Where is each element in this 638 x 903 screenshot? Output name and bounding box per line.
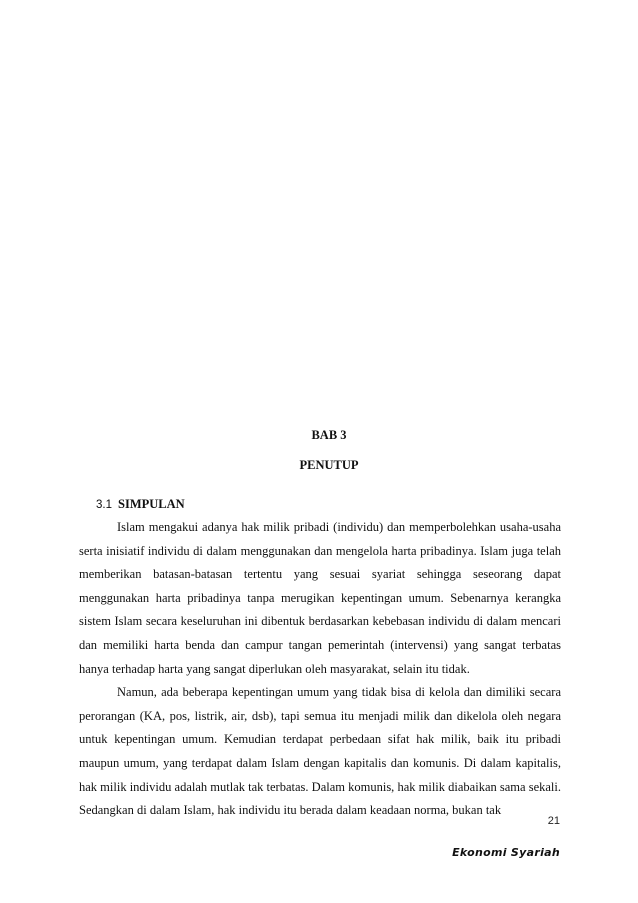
- paragraph: Namun, ada beberapa kepentingan umum yang tidak bisa di kelola dan dimiliki secara perorangan (KA, pos, listrik, air, dsb), tapi semua itu menjadi milik dan dikelola oleh negara untuk kepentingan umum. Kemudian terdapat perbedaan sifat hak milik, baik itu pribadi maupun umum, yang terdapat dalam Islam dengan kapitalis dan komunis. Di dalam kapitalis, hak milik individu adalah mutlak tak terbatas. Dalam komunis, hak milik diabaikan sama sekali. Sedangkan di dalam Islam, hak individu itu berada dalam keadaan norma, bukan tak: [79, 685, 561, 818]
- body-text: [79, 516, 561, 823]
- paragraph: Islam mengakui adanya hak milik pribadi (individu) dan memperbolehkan usaha-usaha serta inisiatif individu di dalam menggunakan dan mengelola harta pribadinya. Islam juga telah memberikan batasan-batasan tertentu yang sesuai syariat sehingga seseorang dapat menggunakan harta pribadinya tanpa merugikan kepentingan umum. Sebenarnya kerangka sistem Islam secara keseluruhan ini dibentuk berdasarkan kebebasan individu di dalam mencari dan memiliki harta benda dan campur tangan pemerintah (intervensi) yang sangat terbatas hanya terhadap harta yang sangat diperlukan oleh masyarakat, selain itu tidak.: [79, 520, 561, 676]
- section-number: 3.1: [96, 499, 112, 511]
- footer-label: Ekonomi Syariah: [452, 846, 560, 859]
- page-number: 21: [547, 815, 560, 827]
- section-heading: [96, 497, 185, 512]
- chapter-title: PENUTUP: [299, 458, 359, 472]
- section-title: SIMPULAN: [118, 497, 185, 511]
- chapter-number: BAB 3: [311, 428, 347, 442]
